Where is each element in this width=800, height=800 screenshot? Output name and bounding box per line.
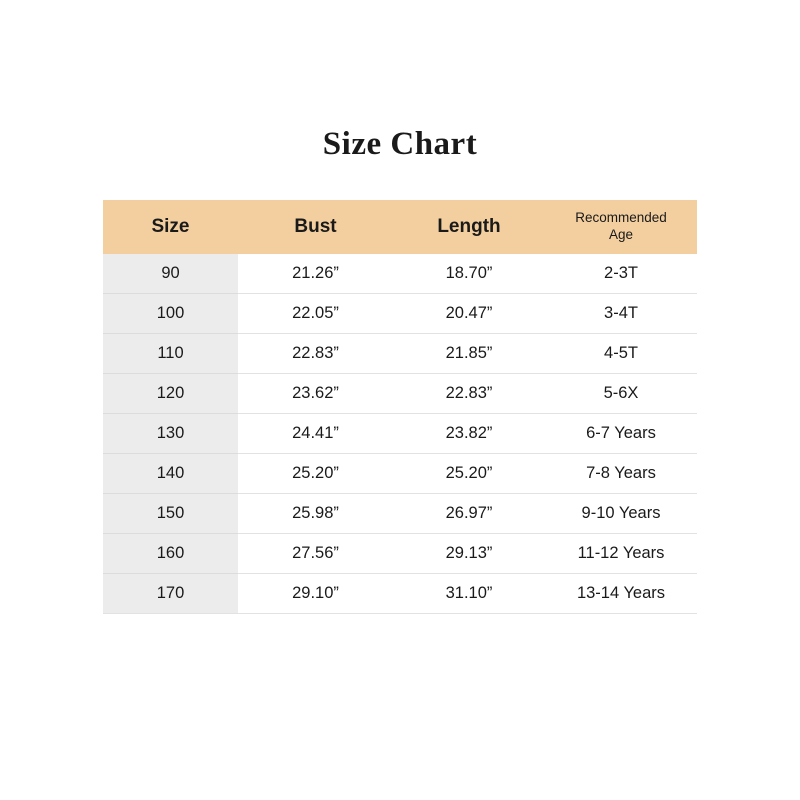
- table-row: [103, 254, 697, 294]
- cell-length: 23.82”: [393, 414, 545, 454]
- cell-bust: 22.83”: [238, 334, 393, 374]
- cell-length: 25.20”: [393, 454, 545, 494]
- cell-bust: 21.26”: [238, 254, 393, 294]
- cell-age: 6-7 Years: [545, 414, 697, 454]
- cell-age: 9-10 Years: [545, 494, 697, 534]
- cell-bust: 25.98”: [238, 494, 393, 534]
- cell-bust: 25.20”: [238, 454, 393, 494]
- table-row: [103, 374, 697, 414]
- table-row: [103, 494, 697, 534]
- recommended-age-line1: Recommended: [575, 210, 667, 226]
- cell-bust: 24.41”: [238, 414, 393, 454]
- column-header-bust: Bust: [238, 200, 393, 254]
- table-header: [103, 200, 697, 254]
- cell-length: 22.83”: [393, 374, 545, 414]
- table-row: [103, 454, 697, 494]
- cell-length: 29.13”: [393, 534, 545, 574]
- cell-age: 11-12 Years: [545, 534, 697, 574]
- cell-size: 150: [103, 494, 238, 534]
- cell-bust: 27.56”: [238, 534, 393, 574]
- cell-age: 2-3T: [545, 254, 697, 294]
- cell-length: 20.47”: [393, 294, 545, 334]
- cell-length: 26.97”: [393, 494, 545, 534]
- cell-length: 21.85”: [393, 334, 545, 374]
- column-header-recommended-age: [545, 200, 697, 254]
- cell-age: 4-5T: [545, 334, 697, 374]
- table-row: [103, 574, 697, 614]
- size-chart-table: [103, 200, 697, 614]
- cell-bust: 23.62”: [238, 374, 393, 414]
- cell-size: 100: [103, 294, 238, 334]
- cell-size: 140: [103, 454, 238, 494]
- cell-size: 170: [103, 574, 238, 614]
- table-row: [103, 534, 697, 574]
- cell-size: 110: [103, 334, 238, 374]
- cell-size: 130: [103, 414, 238, 454]
- table-header-row: [103, 200, 697, 254]
- cell-size: 120: [103, 374, 238, 414]
- cell-size: 90: [103, 254, 238, 294]
- table-row: [103, 294, 697, 334]
- table-row: [103, 334, 697, 374]
- cell-length: 18.70”: [393, 254, 545, 294]
- cell-age: 3-4T: [545, 294, 697, 334]
- cell-age: 13-14 Years: [545, 574, 697, 614]
- cell-age: 7-8 Years: [545, 454, 697, 494]
- column-header-size: Size: [103, 200, 238, 254]
- page-title: Size Chart: [322, 126, 478, 162]
- cell-age: 5-6X: [545, 374, 697, 414]
- cell-bust: 22.05”: [238, 294, 393, 334]
- cell-size: 160: [103, 534, 238, 574]
- table-row: [103, 414, 697, 454]
- recommended-age-line2: Age: [608, 227, 634, 242]
- size-chart-table-container: [103, 200, 697, 614]
- table-body: [103, 254, 697, 614]
- column-header-length: Length: [393, 200, 545, 254]
- cell-bust: 29.10”: [238, 574, 393, 614]
- cell-length: 31.10”: [393, 574, 545, 614]
